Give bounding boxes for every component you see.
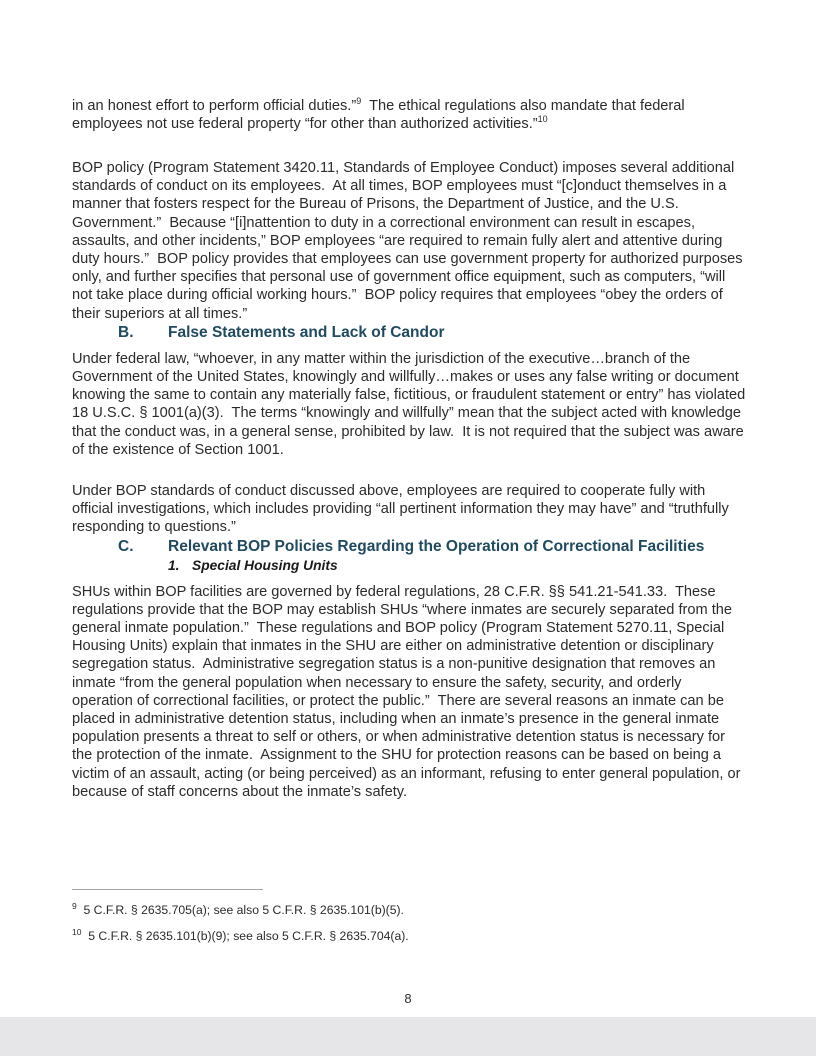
page-body <box>72 0 750 801</box>
footer-bar <box>0 1017 816 1056</box>
subheading-number: 1. <box>168 557 180 573</box>
paragraph-shu: SHUs within BOP facilities are governed by federal regulations, 28 C.F.R. §§ 541.21-541.33. These regulations provide that the BOP may establish SHUs “where inmates are securely separated from the general inmate population.” These regulations and BOP policy (Program Statement 5270.11, Special Housing Units) explain that inmates in the SHU are either on administrative detention or disciplinary segregation status. Administrative segregation status is a non-punitive designation that removes an inmate “from the general population when necessary to ensure the safety, security, and orderly operation of correctional facilities, or protect the public.” There are several reasons an inmate can be placed in administrative detention status, including when an inmate’s presence in the general inmate population presents a threat to self or others, or when administrative detention status is necessary for the protection of the inmate. Assignment to the SHU for protection reasons can be based on being a victim of an assault, acting (or being perceived) as an informant, refusing to enter general population, or because of staff concerns about the inmate’s safety. <box>72 583 745 800</box>
footnote-marker: 10 <box>72 926 82 937</box>
footnote-text: 5 C.F.R. § 2635.705(a); see also 5 C.F.R. § 2635.101(b)(5). <box>76 903 404 917</box>
footnotes-section <box>72 889 744 944</box>
footnote-ref-10: 10 <box>537 114 548 125</box>
heading-label: False Statements and Lack of Candor <box>168 323 445 341</box>
footnote-ref-9: 9 <box>356 96 362 107</box>
footnote-9 <box>72 900 744 918</box>
paragraph-text: in an honest effort to perform official duties.” <box>72 98 357 114</box>
subheading-special-housing-units <box>72 557 746 574</box>
heading-label: Relevant BOP Policies Regarding the Operation of Correctional Facilities <box>168 537 705 555</box>
heading-number: B. <box>118 323 134 341</box>
heading-false-statements <box>72 323 746 343</box>
heading-relevant-bop-policies <box>72 537 746 557</box>
subheading-label: Special Housing Units <box>192 557 338 573</box>
paragraph-text: The ethical regulations also mandate that federal employees not use federal property “for other than authorized activities.” <box>72 98 689 133</box>
paragraph-bop-standards: Under BOP standards of conduct discussed above, employees are required to cooperate fully with official investigations, which includes providing “all pertinent information they may have” and “truthfully responding to questions.” <box>72 482 733 536</box>
heading-number: C. <box>118 537 134 555</box>
page-number: 8 <box>404 991 412 1006</box>
footnote-marker: 9 <box>72 900 77 911</box>
footnote-text: 5 C.F.R. § 2635.101(b)(9); see also 5 C.F.R. § 2635.704(a). <box>81 929 409 943</box>
footnote-separator-rule <box>72 889 263 890</box>
paragraph-bop-policy: BOP policy (Program Statement 3420.11, Standards of Employee Conduct) imposes several additional standards of conduct on its employees. At all times, BOP employees must “[c]onduct themselves in a manner that fosters respect for the Bureau of Prisons, the Department of Justice, and the U.S. Government.” Because “[i]nattention to duty in a correctional environment can result in escapes, assaults, and other incidents,” BOP employees “are required to remain fully alert and attentive during duty hours.” BOP policy provides that employees can use government property for authorized purposes only, and further specifies that personal use of government office equipment, such as computers, “will not take place during official working hours.” BOP policy requires that employees “obey the orders of their superiors at all times.” <box>72 159 747 322</box>
paragraph-ethics-continuation <box>72 97 746 133</box>
footnote-10 <box>72 926 744 944</box>
paragraph-federal-law: Under federal law, “whoever, in any matter within the jurisdiction of the executive…branch of the Government of the United States, knowingly and willfully…makes or uses any false writing or document knowing the same to contain any materially false, fictitious, or fraudulent statement or entry” has violated 18 U.S.C. § 1001(a)(3). The terms “knowingly and willfully” mean that the subject acted with knowledge that the conduct was, in a general sense, prohibited by law. It is not required that the subject was aware of the existence of Section 1001. <box>72 350 750 458</box>
